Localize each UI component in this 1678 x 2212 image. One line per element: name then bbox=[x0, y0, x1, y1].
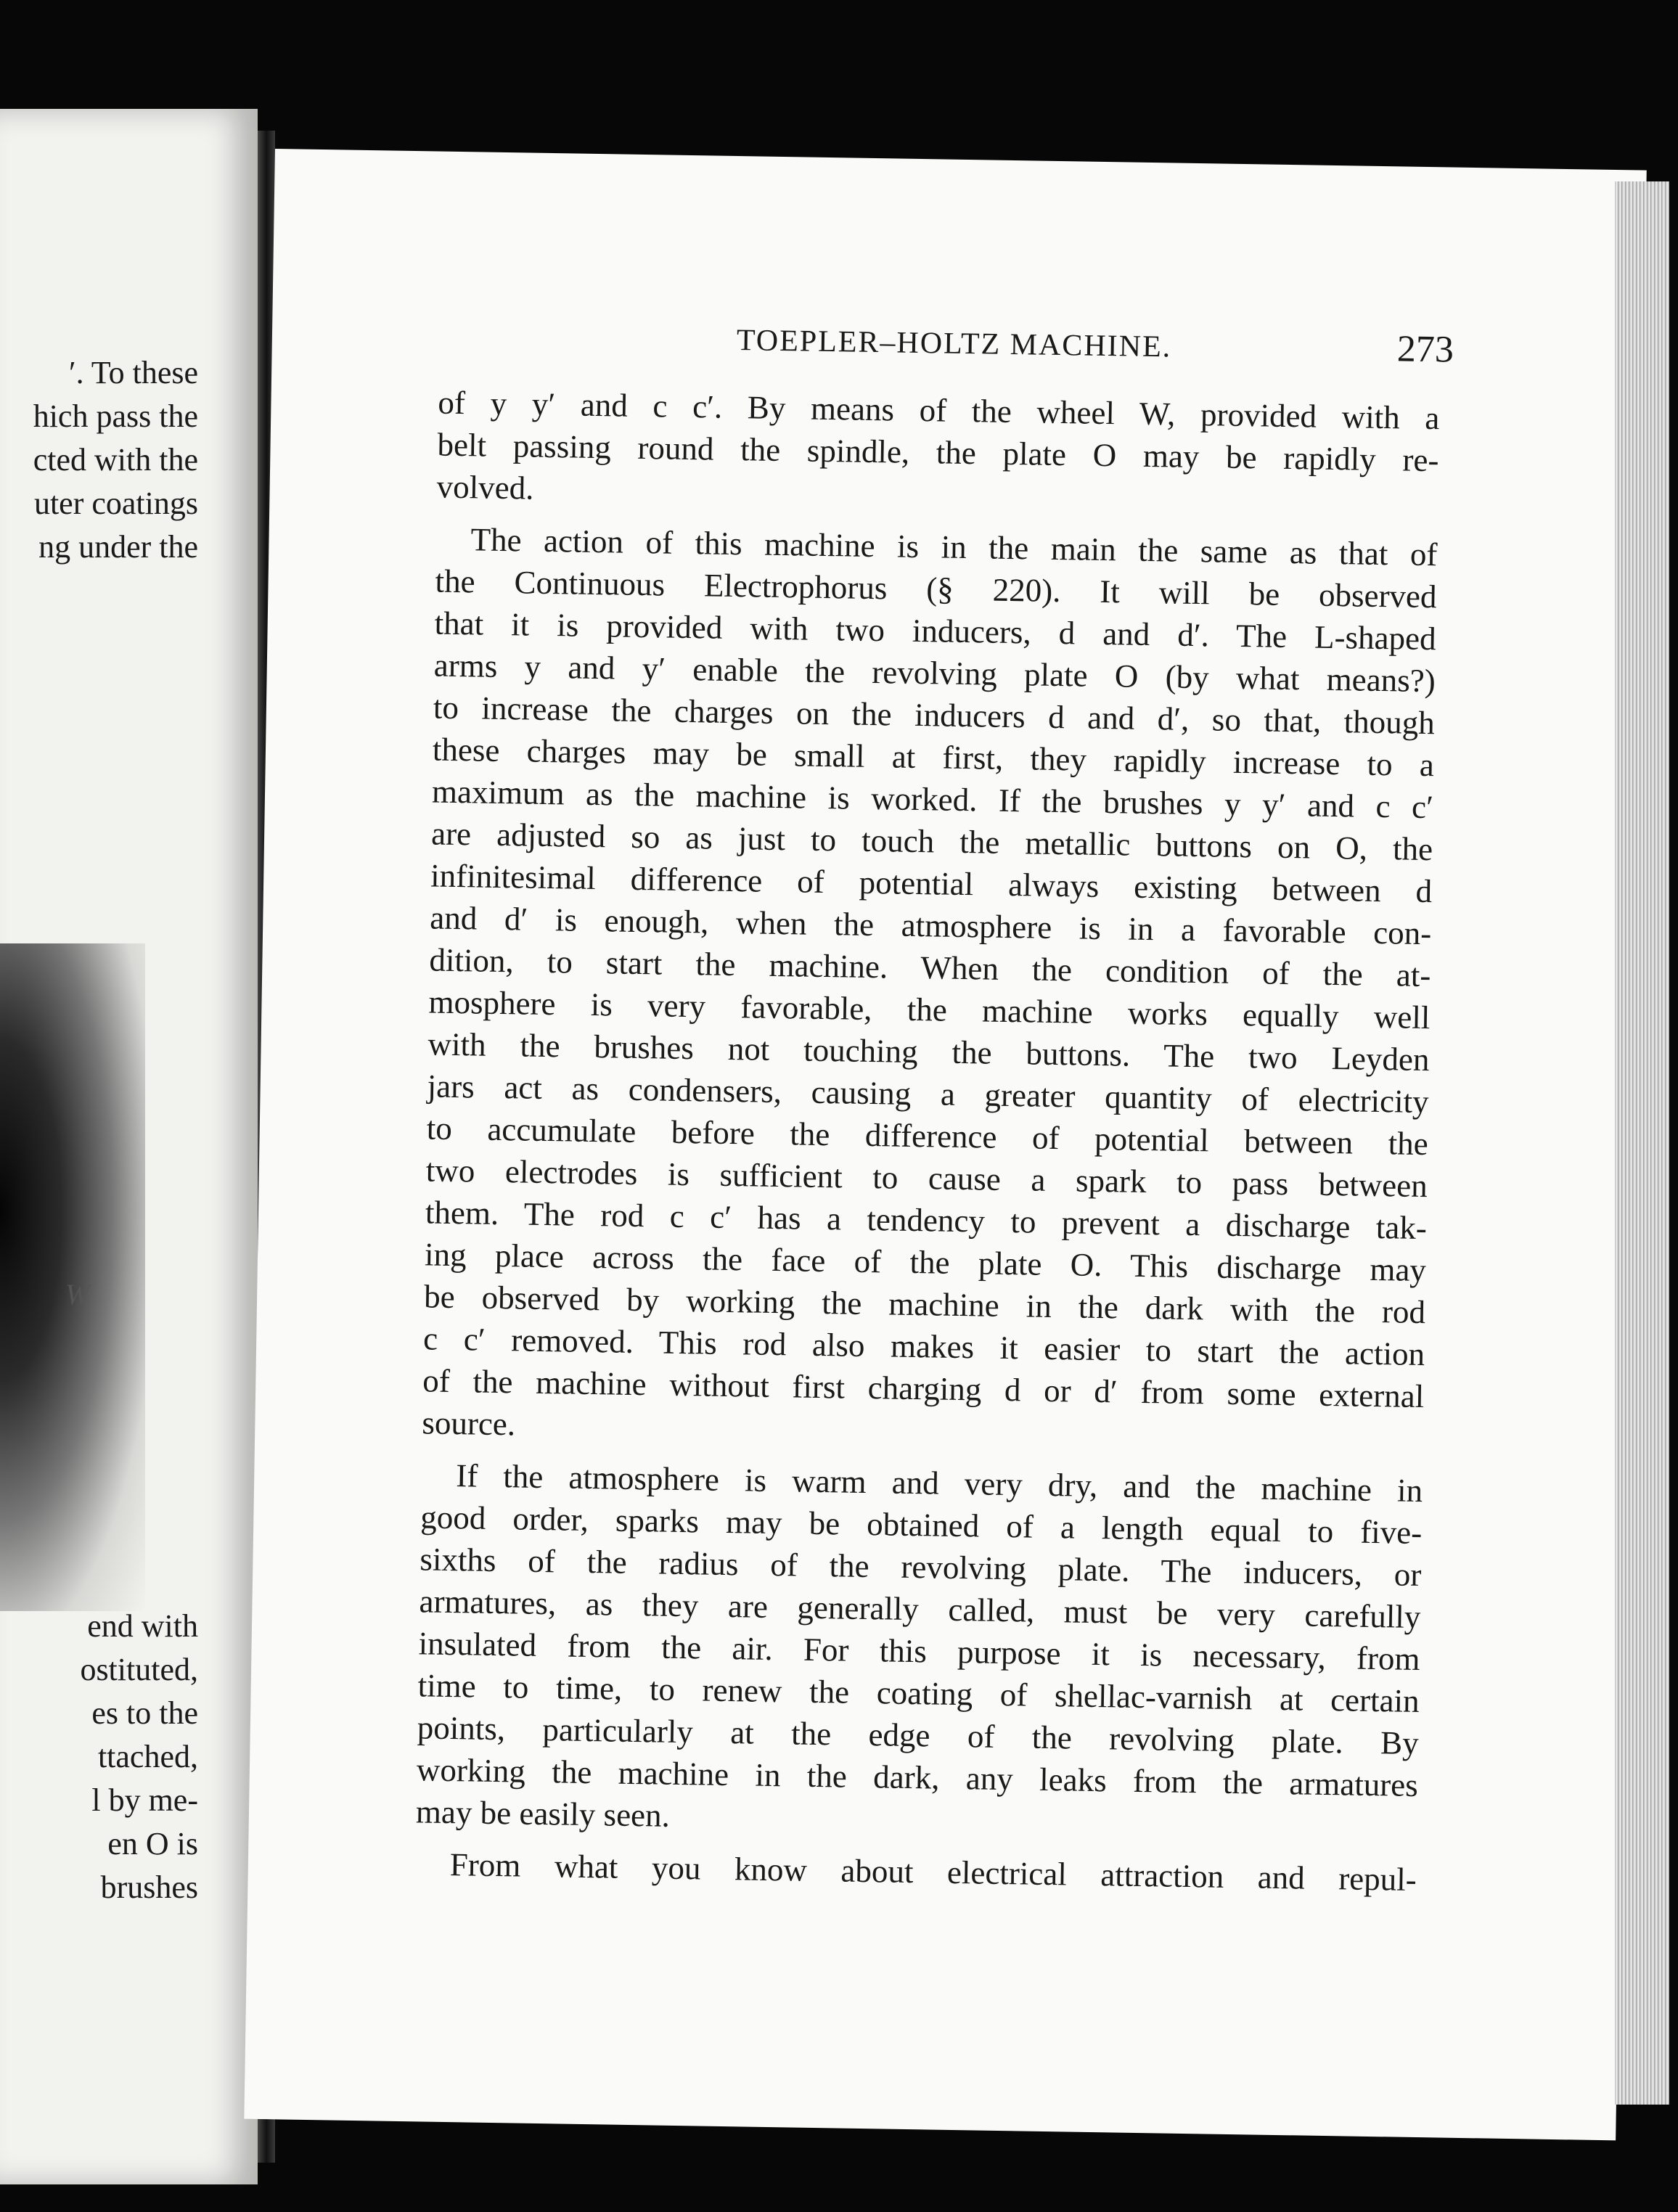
text-line: two electrodes is sufficient to cause a spark to pass between bbox=[425, 1152, 1428, 1205]
text-line: be observed by working the machine in the dark with the rod bbox=[423, 1278, 1426, 1331]
left-page-line: l by me- bbox=[91, 1782, 198, 1818]
text-line: The action of this machine is in the main the same as that of bbox=[470, 521, 1438, 573]
text-line: of y y′ and c c′. By means of the wheel W, provided with a bbox=[438, 384, 1440, 437]
right-page bbox=[244, 149, 1646, 2140]
left-page bbox=[0, 109, 258, 2184]
text-line: sixths of the radius of the revolving plate. The inducers, or bbox=[420, 1541, 1422, 1594]
text-line: belt passing round the spindle, the plate O may be rapidly re- bbox=[437, 426, 1439, 479]
left-page-line: cted with the bbox=[33, 442, 198, 478]
text-line: are adjusted so as just to touch the metallic buttons on O, the bbox=[430, 815, 1433, 868]
page-edges bbox=[1615, 181, 1669, 2105]
left-page-line: ′. To these bbox=[68, 355, 198, 390]
left-page-line: brushes bbox=[100, 1869, 198, 1905]
left-page-line: en O is bbox=[107, 1826, 198, 1861]
text-line: If the atmosphere is warm and very dry, and the machine in bbox=[455, 1457, 1423, 1510]
text-line: to increase the charges on the inducers d and d′, so that, though bbox=[433, 689, 1436, 742]
text-line: From what you know about electrical attraction and repul- bbox=[449, 1846, 1417, 1898]
text-line: points, particularly at the edge of the revolving plate. By bbox=[417, 1709, 1420, 1762]
text-line: the Continuous Electrophorus (§ 220). It will be observed bbox=[435, 562, 1437, 615]
text-line: of the machine without first charging d or d′ from some external bbox=[422, 1362, 1425, 1415]
text-line: insulated from the air. For this purpose it is necessary, from bbox=[418, 1625, 1420, 1678]
text-line: working the machine in the dark, any leaks from the armatures bbox=[416, 1751, 1419, 1804]
text-line: may be easily seen. bbox=[415, 1793, 671, 1834]
machine-illustration bbox=[0, 943, 145, 1611]
text-line: armatures, as they are generally called, must be very carefully bbox=[419, 1583, 1421, 1636]
text-line: with the brushes not touching the buttons. The two Leyden bbox=[427, 1025, 1430, 1078]
text-line: volved. bbox=[436, 468, 534, 507]
text-line: mosphere is very favorable, the machine works equally well bbox=[428, 983, 1431, 1036]
text-line: that it is provided with two inducers, d and d′. The L-shaped bbox=[434, 605, 1436, 658]
text-line: source. bbox=[422, 1404, 516, 1443]
left-page-line: end with bbox=[87, 1608, 198, 1644]
figure-label: W bbox=[65, 1278, 90, 1311]
text-line: good order, sparks may be obtained of a length equal to five- bbox=[420, 1499, 1423, 1552]
left-page-line: ttached, bbox=[97, 1739, 198, 1774]
text-line: infinitesimal difference of potential always existing between d bbox=[430, 857, 1433, 910]
text-line: time to time, to renew the coating of shellac-varnish at certain bbox=[417, 1667, 1420, 1720]
text-line: ing place across the face of the plate O. This discharge may bbox=[424, 1236, 1427, 1289]
running-head: TOEPLER–HOLTZ MACHINE. bbox=[736, 324, 1172, 364]
left-page-line: uter coatings bbox=[33, 486, 198, 521]
text-line: them. The rod c c′ has a tendency to prevent a discharge tak- bbox=[425, 1194, 1428, 1247]
text-line: these charges may be small at first, they rapidly increase to a bbox=[432, 731, 1435, 784]
text-line: dition, to start the machine. When the condition of the at- bbox=[429, 941, 1431, 994]
left-page-line: ng under the bbox=[38, 529, 198, 565]
text-line: jars act as condensers, causing a greater quantity of electricity bbox=[427, 1068, 1429, 1121]
page-number: 273 bbox=[1396, 328, 1454, 371]
text-line: and d′ is enough, when the atmosphere is in a favorable con- bbox=[429, 899, 1432, 952]
text-line: to accumulate before the difference of potential between the bbox=[426, 1110, 1429, 1163]
left-page-line: es to the bbox=[91, 1695, 198, 1731]
text-line: arms y and y′ enable the revolving plate O (by what means?) bbox=[433, 647, 1436, 700]
text-line: c c′ removed. This rod also makes it easier to start the action bbox=[422, 1320, 1425, 1373]
text-line: maximum as the machine is worked. If the brushes y y′ and c c′ bbox=[431, 773, 1434, 826]
left-page-line: hich pass the bbox=[33, 398, 198, 434]
left-page-line: ostituted, bbox=[80, 1652, 198, 1687]
